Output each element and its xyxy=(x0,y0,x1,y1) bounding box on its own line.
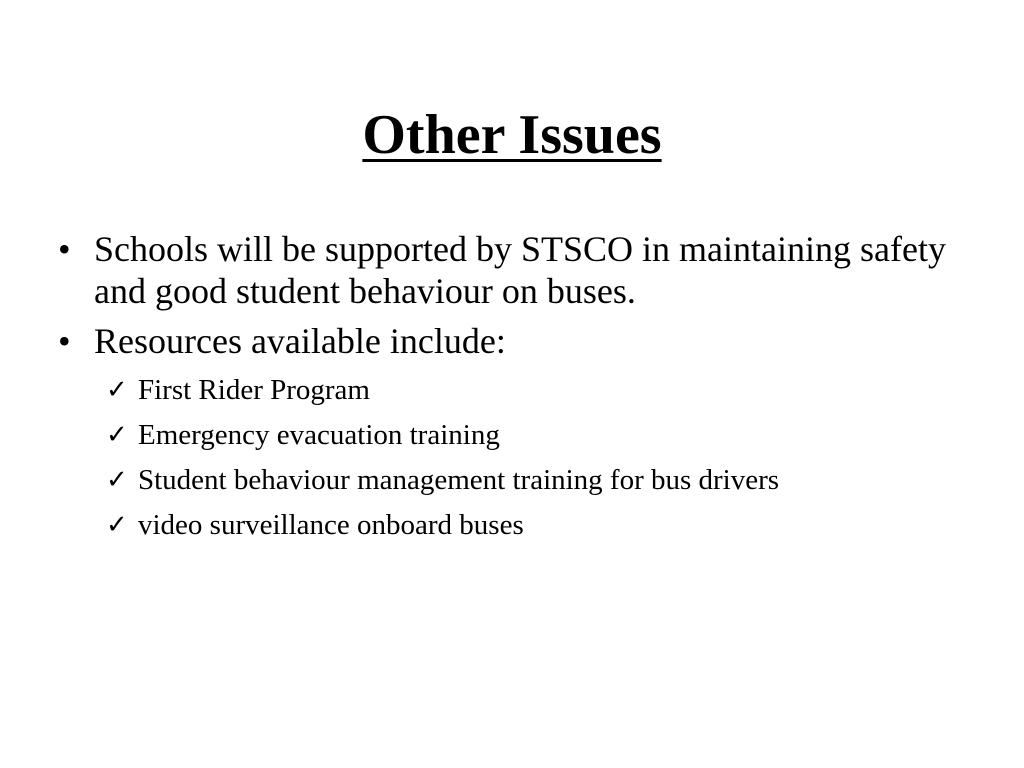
check-icon: ✓ xyxy=(106,375,128,405)
bullet-item xyxy=(58,228,978,312)
resource-item xyxy=(106,462,986,498)
slide-title: Other Issues xyxy=(362,104,662,166)
bullet-list xyxy=(58,228,978,370)
check-icon: ✓ xyxy=(106,510,128,540)
resource-item xyxy=(106,372,986,408)
bullet-item xyxy=(58,320,978,362)
resources-list xyxy=(106,372,986,552)
bullet-text: Schools will be supported by STSCO in maintaining safety and good student behaviour on buses. xyxy=(94,229,946,311)
bullet-icon: • xyxy=(58,229,71,269)
resource-item xyxy=(106,417,986,453)
check-icon: ✓ xyxy=(106,420,128,450)
resource-text: video surveillance onboard buses xyxy=(138,509,524,541)
bullet-text: Resources available include: xyxy=(94,321,506,361)
resource-text: First Rider Program xyxy=(138,374,370,406)
resource-text: Emergency evacuation training xyxy=(138,419,500,451)
resource-text: Student behaviour management training for bus drivers xyxy=(138,464,780,496)
bullet-icon: • xyxy=(58,321,71,361)
check-icon: ✓ xyxy=(106,465,128,495)
resource-item xyxy=(106,507,986,543)
